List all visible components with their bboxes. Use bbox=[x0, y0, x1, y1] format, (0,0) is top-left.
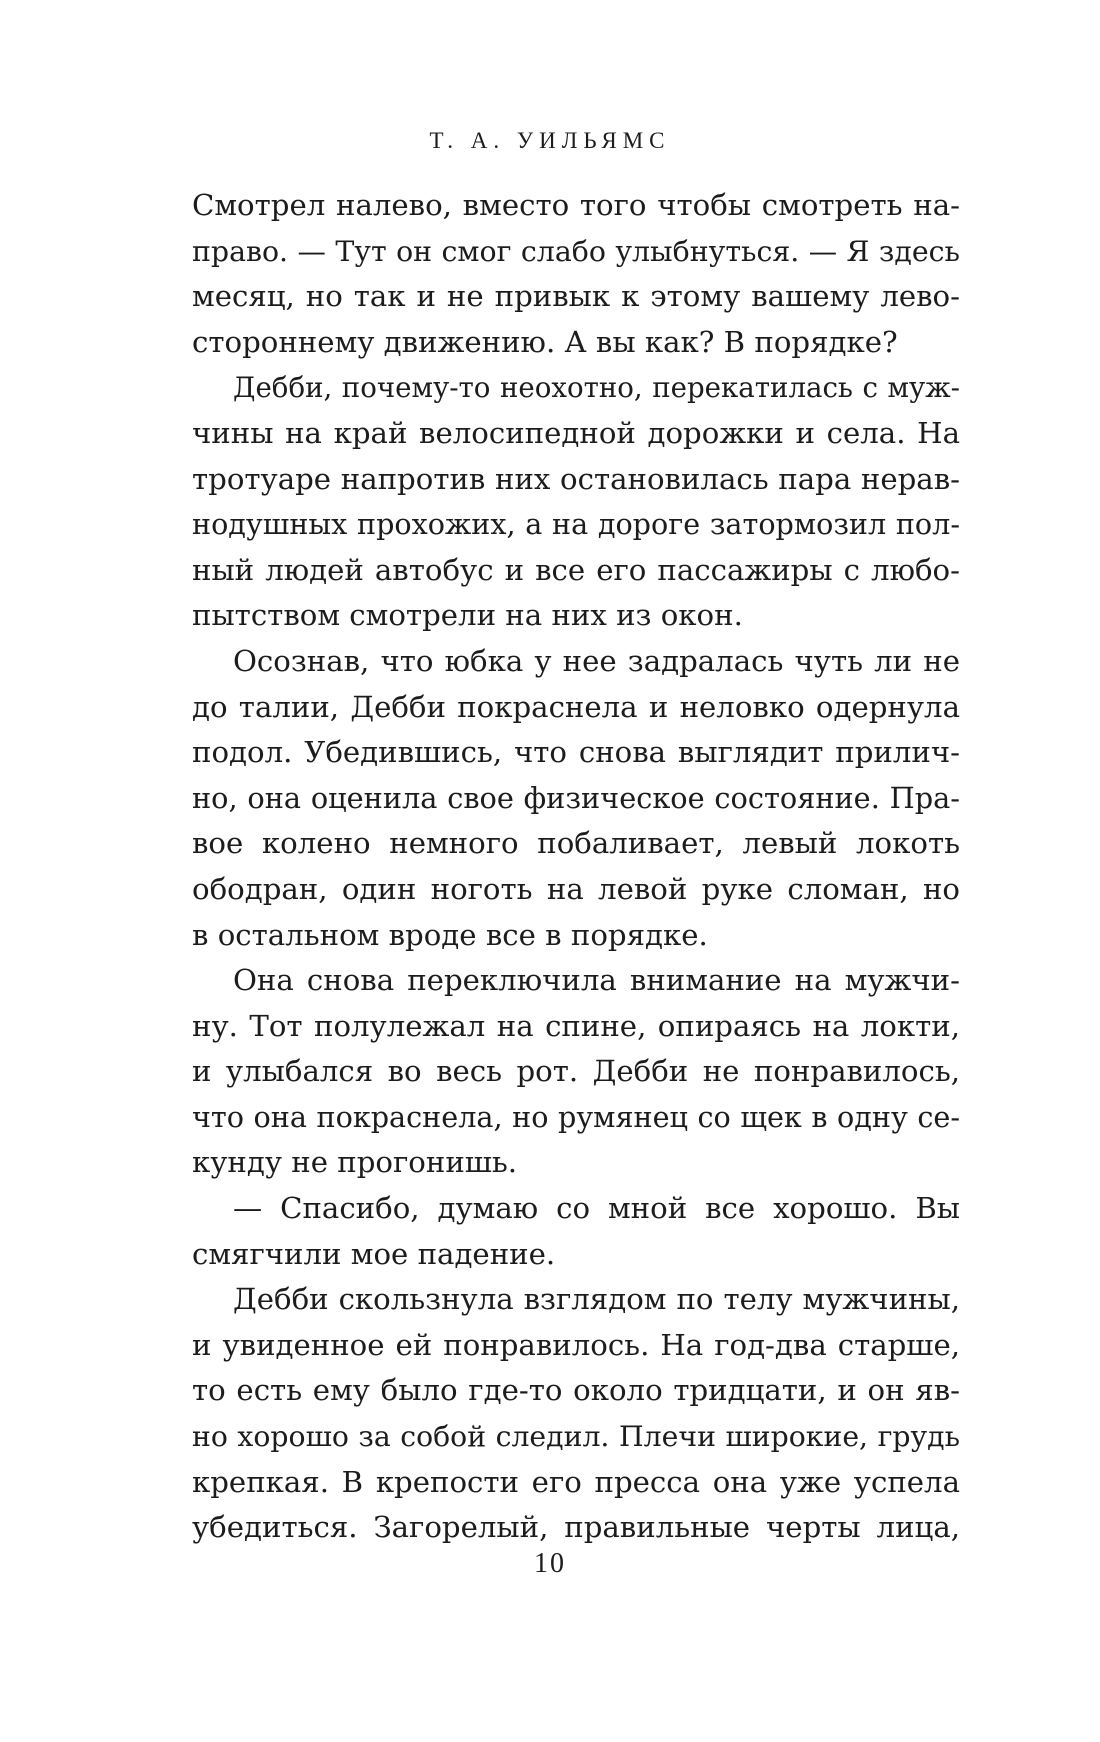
text-line: стороннему движению. А вы как? В порядке? bbox=[192, 324, 898, 359]
text-line: крепкая. В крепости его пресса она уже успела bbox=[192, 1464, 960, 1499]
text-line: ный людей автобус и все его пассажиры с любо- bbox=[192, 552, 960, 587]
body-text bbox=[192, 183, 960, 1551]
text-line: месяц, но так и не привык к этому вашему лево- bbox=[192, 279, 960, 314]
text-line: убедиться. Загорелый, правильные черты лица, bbox=[192, 1510, 960, 1545]
text-line: Дебби, почему-то неохотно, перекатилась с муж- bbox=[233, 371, 960, 405]
text-line: нодушных прохожих, а на дороге затормозил пол- bbox=[192, 507, 960, 542]
text-line: подол. Убедившись, что снова выглядит прилич- bbox=[192, 735, 960, 770]
text-line: ободран, один ноготь на левой руке сломан, но bbox=[192, 871, 960, 906]
text-line: Осознав, что юбка у нее задралась чуть ли не bbox=[233, 643, 960, 678]
text-line: тротуаре напротив них остановилась пара нерав- bbox=[192, 461, 960, 496]
text-line: вое колено немного побаливает, левый локоть bbox=[192, 826, 960, 861]
text-line: до талии, Дебби покраснела и неловко одернула bbox=[192, 689, 960, 724]
text-line: что она покраснела, но румянец со щек в одну се- bbox=[192, 1099, 960, 1134]
text-line: и улыбался во весь рот. Дебби не понравилось, bbox=[192, 1054, 960, 1089]
text-line: в остальном вроде все в порядке. bbox=[192, 917, 708, 952]
text-line: смягчили мое падение. bbox=[192, 1236, 556, 1271]
page-number: 10 bbox=[534, 1548, 566, 1579]
text-line: Она снова переключила внимание на мужчи- bbox=[233, 963, 960, 998]
text-line: Дебби скользнула взглядом по телу мужчины, bbox=[233, 1282, 960, 1317]
text-line: право. — Тут он смог слабо улыбнуться. — Я здесь bbox=[192, 234, 960, 268]
text-line: Смотрел налево, вместо того чтобы смотреть на- bbox=[192, 188, 960, 222]
text-line: но, она оценила свое физическое состояние. Пра- bbox=[192, 780, 960, 815]
text-line: но хорошо за собой следил. Плечи широкие, грудь bbox=[192, 1420, 960, 1454]
text-line: — Спасибо, думаю со мной все хорошо. Вы bbox=[233, 1191, 960, 1226]
text-line: ну. Тот полулежал на спине, опираясь на локти, bbox=[192, 1008, 960, 1043]
running-head: Т. А. УИЛЬЯМС bbox=[429, 128, 671, 153]
text-line: чины на край велосипедной дорожки и села. На bbox=[192, 415, 960, 450]
text-line: пытством смотрели на них из окон. bbox=[192, 598, 743, 633]
text-line: кунду не прогонишь. bbox=[192, 1145, 518, 1180]
text-line: то есть ему было где-то около тридцати, и он яв- bbox=[192, 1373, 960, 1408]
text-line: и увиденное ей понравилось. На год-два старше, bbox=[192, 1327, 960, 1362]
